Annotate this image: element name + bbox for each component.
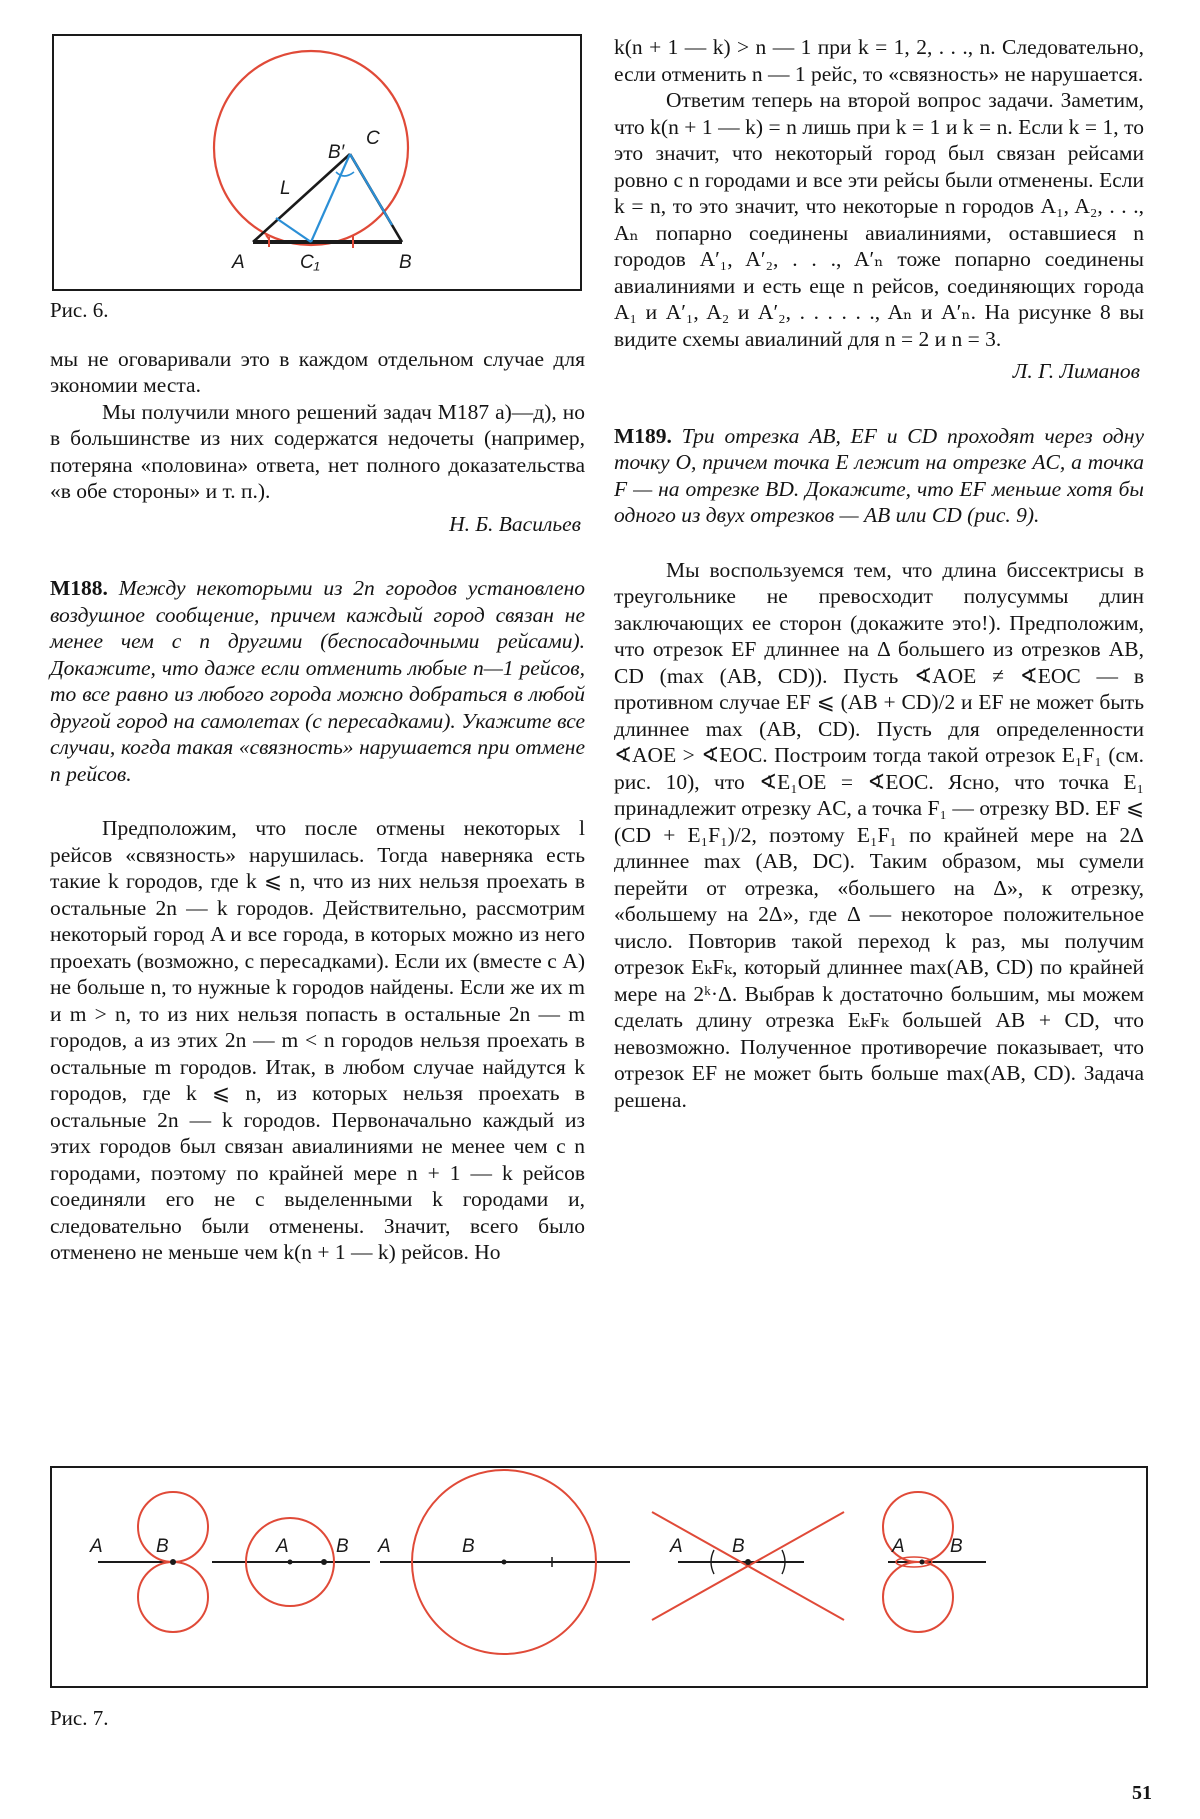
fig6-label-C: C	[366, 128, 380, 149]
paragraph: k(n + 1 — k) > n — 1 при k = 1, 2, . . ., n. Следовательно, если отменить n — 1 рейс, то «связность» не нарушается.	[614, 35, 1144, 86]
signature-limanov: Л. Г. Лиманов	[1012, 359, 1140, 383]
fig6-label-B: B	[399, 252, 412, 273]
angle-arc	[336, 172, 354, 176]
label-A: A	[90, 1536, 103, 1557]
problem-text: Три отрезка AB, EF и CD проходят через одну точку O, причем точка E лежит на отрезке AC, а точка F — на отрезке BD. Докажите, что EF меньше хотя бы одного из двух отрезков — AB или CD (рис. 9).	[614, 423, 1144, 527]
fig7-panel-2	[212, 1518, 370, 1606]
fig7-panel-3	[377, 1470, 630, 1654]
point-B	[920, 1560, 925, 1565]
point-B	[745, 1559, 751, 1565]
lower-circle	[138, 1562, 208, 1632]
blue-segment-3	[350, 154, 392, 225]
label-B: B	[336, 1536, 349, 1557]
figure-7	[50, 1466, 1148, 1688]
label-B: B	[732, 1536, 745, 1557]
blue-segment-2	[311, 154, 350, 242]
label-A: A	[670, 1536, 683, 1557]
blue-segment-1	[276, 218, 311, 242]
point-A	[288, 1560, 293, 1565]
point-B	[170, 1559, 176, 1565]
label-B: B	[950, 1536, 963, 1557]
label-A: A	[892, 1536, 905, 1557]
figure-7-drawing	[52, 1468, 1146, 1686]
figure-6-caption: Рис. 6.	[50, 298, 109, 322]
signature-vasiliev: Н. Б. Васильев	[449, 511, 581, 536]
figure-7-caption: Рис. 7.	[50, 1706, 109, 1730]
label-A: A	[378, 1536, 391, 1557]
fig7-panel-1	[89, 1492, 208, 1632]
label-B: B	[462, 1536, 475, 1557]
paragraph: Ответим теперь на второй вопрос задачи. Заметим, что k(n + 1 — k) = n лишь при k = 1 и k = n. Если k = 1, то это значит, что некоторый город был связан рейсами ровно с n городами и все эти рейсы были отменены. Если k = n, то это значит, что некоторые n городов A₁, A₂, . . ., Aₙ попарно соединены авиалиниями, оставшиеся n городов A′₁, A′₂, . . ., A′ₙ тоже попарно соединены авиалиниями и есть еще n рейсов, соединяющих города A₁ и A′₁, A₂ и A′₂, . . . . . ., Aₙ и A′ₙ. На рисунке 8 вы видите схемы авиалиний для n = 2 и n = 3.	[614, 88, 1144, 351]
fig6-label-A: A	[232, 252, 245, 273]
fig7-panel-5	[883, 1492, 986, 1632]
fig6-label-B-prime: B′	[328, 142, 345, 163]
page-number: 51	[1132, 1782, 1152, 1804]
label-A: A	[276, 1536, 289, 1557]
fig6-label-L: L	[280, 178, 291, 199]
side-AC	[253, 154, 350, 242]
upper-circle	[138, 1492, 208, 1562]
label-B: B	[156, 1536, 169, 1557]
problem-label: M188.	[50, 576, 108, 600]
fig6-label-C1: C₁	[300, 252, 320, 273]
problem-m189	[614, 423, 1144, 529]
figure-6-drawing	[54, 36, 580, 289]
left-column	[50, 34, 585, 1266]
problem-text: Между некоторыми из 2n городов установлено воздушное сообщение, причем каждый город связан не менее чем с n другими (беспосадочными рейсами). Докажите, что даже если отменить любые n—1 рейсов, то все равно из любого города можно добраться в любой другой город на самолетах (с пересадками). Укажите все случаи, когда такая «связность» нарушается при отмене n рейсов.	[50, 576, 585, 786]
right-column	[614, 34, 1144, 1113]
paragraph: Мы воспользуемся тем, что длина биссектрисы в треугольнике не превосходит полусуммы длин заключающих ее сторон (докажите это!). Предположим, что отрезок EF длиннее на Δ большего из отрезков AB, CD (max (AB, CD)). Пусть ∢AOE ≠ ∢EOC — в противном случае EF ⩽ (AB + CD)/2 и EF не может быть длиннее max (AB, CD). Пусть для определенности ∢AOE > ∢EOC. Построим тогда такой отрезок E₁F₁ (см. рис. 10), что ∢E₁OE = ∢EOC. Ясно, что точка E₁ принадлежит отрезку AC, а точка F₁ — отрезку BD. EF ⩽ (CD + E₁F₁)/2, поэтому E₁F₁ по крайней мере на 2Δ длиннее max (AB, DC). Таким образом, мы сумели перейти от отрезка, «большего на Δ», к отрезку, «большему на 2Δ», где Δ — некоторое положительное число. Повторив такой переход k раз, мы получим отрезок EₖFₖ, который длиннее max(AB, CD) по крайней мере на 2ᵏ·Δ. Выбрав k достаточно большим, мы можем сделать длину отрезка EₖFₖ большей AB + CD, что невозможно. Полученное противоречие показывает, что отрезок EF не может быть больше max(AB, CD). Задача решена.	[614, 557, 1144, 1112]
figure-6	[52, 34, 582, 291]
paragraph: Мы получили много решений задач M187 а)—д), но в большинстве из них содержатся недочеты (например, потеряна «половина» ответа, нет полного доказательства «в обе стороны» и т. п.).	[50, 399, 585, 503]
problem-m188	[50, 575, 585, 787]
lower-circle	[883, 1562, 953, 1632]
paragraph: мы не оговаривали это в каждом отдельном случае для экономии места.	[50, 346, 585, 397]
problem-label: M189.	[614, 423, 672, 448]
paragraph: Предположим, что после отмены некоторых l рейсов «связность» нарушилась. Тогда наверняка есть такие k городов, где k ⩽ n, что из них нельзя проехать в остальные 2n — k городов. Действительно, рассмотрим некоторый город A и все города, в которых можно из него проехать (возможно, с пересадками). Если их (вместе с A) не больше n, то нужные k городов найдены. Если же их m и m > n, то из них нельзя попасть в остальные 2n — m городов, а из этих 2n — m < n городов нельзя проехать в остальные m городов. Итак, в любом случае найдутся k городов, где k ⩽ n, из которых нельзя проехать в остальные 2n — k городов. Первоначально каждый из этих городов был связан авиалиниями не менее чем с n городами, поэтому по крайней мере n + 1 — k рейсов соединяли его не с выделенными k городами и, следовательно были отменены. Значит, всего было отменено не меньше чем k(n + 1 — k) рейсов. Но	[50, 816, 585, 1264]
point-B	[502, 1560, 507, 1565]
fig7-panel-4	[652, 1512, 844, 1620]
point-B	[321, 1559, 327, 1565]
